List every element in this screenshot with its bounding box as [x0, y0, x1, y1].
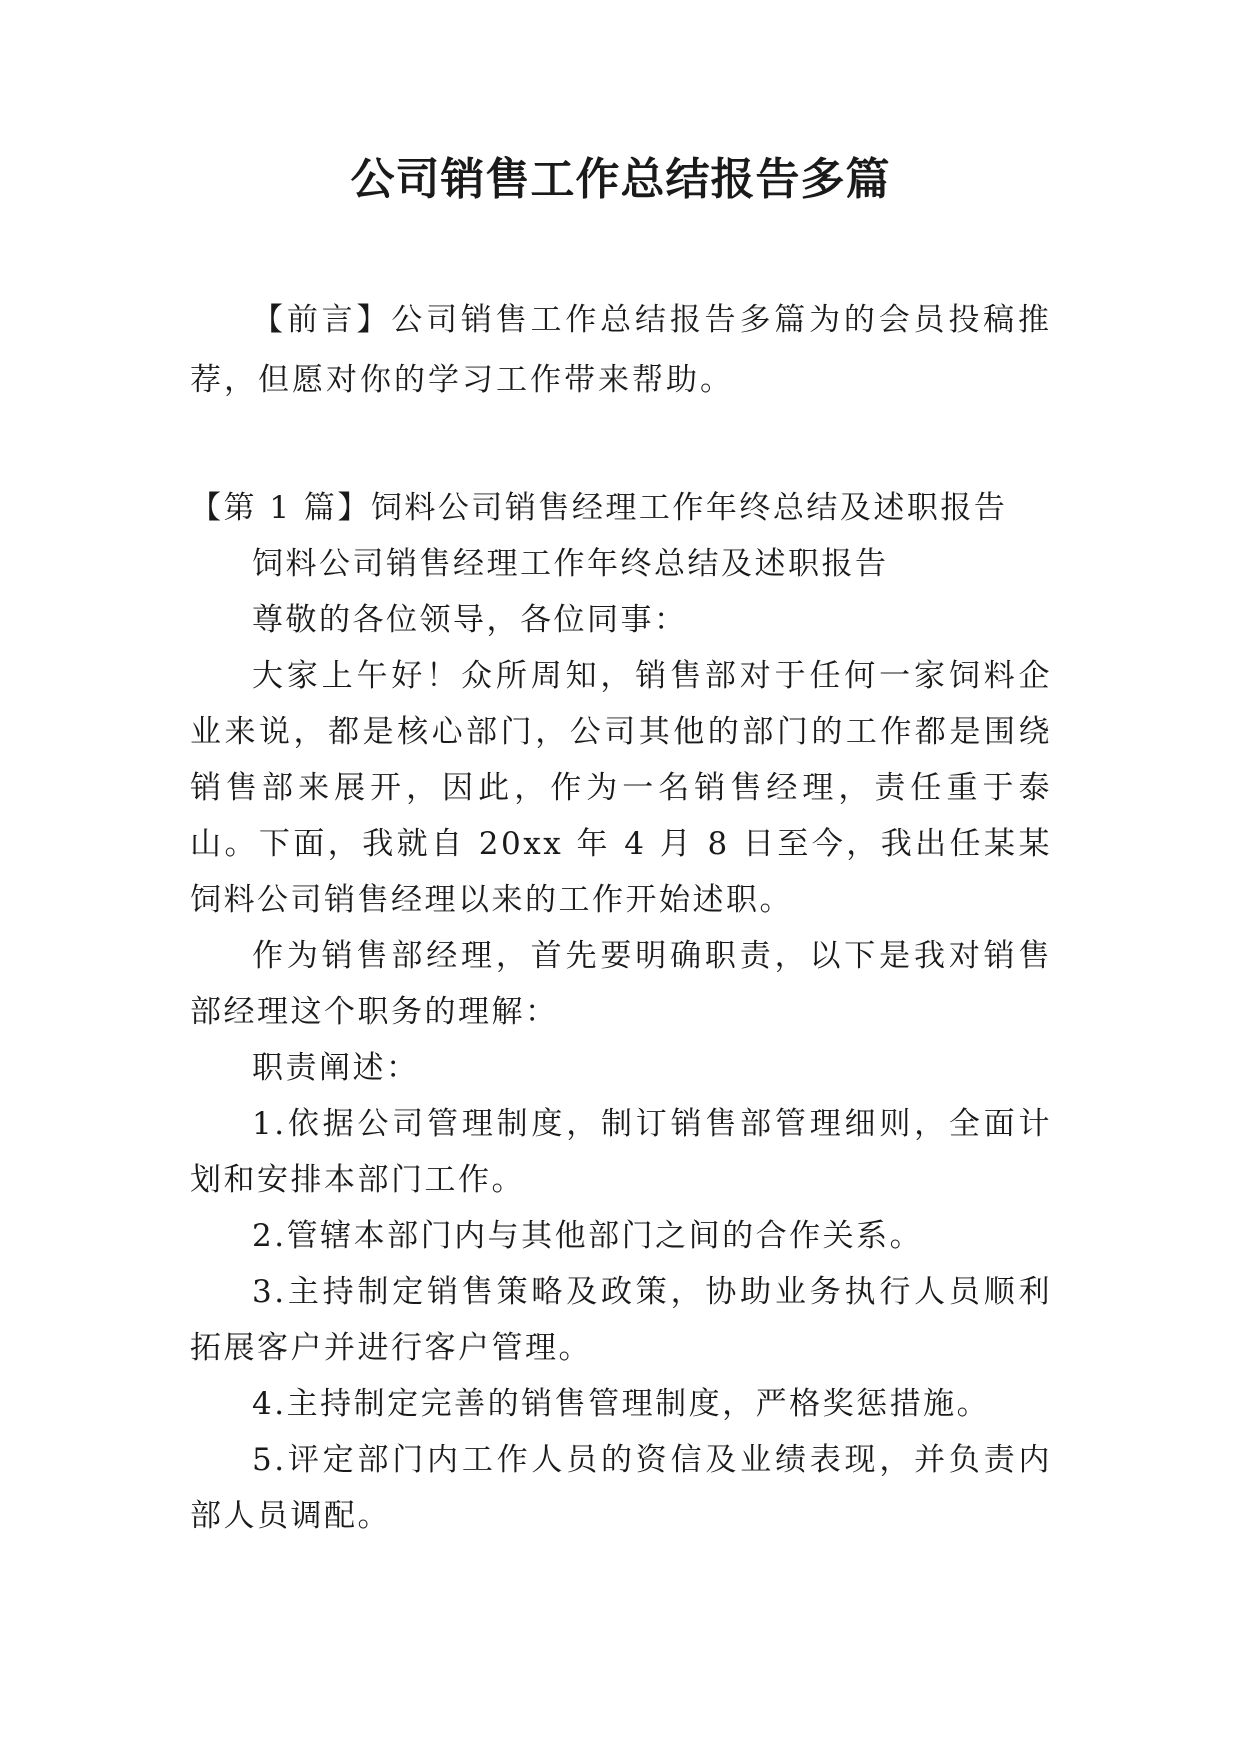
document-title: 公司销售工作总结报告多篇 [350, 154, 891, 205]
duty-item: 5.评定部门内工作人员的资信及业绩表现，并负责内部人员调配。 [190, 1442, 1052, 1534]
section-spacer [190, 410, 1052, 480]
preface-paragraph: 【前言】公司销售工作总结报告多篇为的会员投稿推荐，但愿对你的学习工作带来帮助。 [190, 302, 1052, 398]
salutation: 尊敬的各位领导，各位同事： [252, 602, 688, 638]
duty-item: 2.管辖本部门内与其他部门之间的合作关系。 [252, 1218, 924, 1254]
duty-item: 4.主持制定完善的销售管理制度，严格奖惩措施。 [252, 1386, 991, 1422]
document-body [190, 290, 1052, 1544]
duty-item: 1.依据公司管理制度，制订销售部管理细则，全面计划和安排本部门工作。 [190, 1106, 1052, 1198]
duty-item: 3.主持制定销售策略及政策，协助业务执行人员顺利拓展客户并进行客户管理。 [190, 1274, 1052, 1366]
duties-heading: 职责阐述： [252, 1050, 420, 1086]
report-subtitle: 饲料公司销售经理工作年终总结及述职报告 [252, 546, 889, 582]
section-heading: 【第 1 篇】饲料公司销售经理工作年终总结及述职报告 [190, 490, 1008, 526]
body-paragraph: 大家上午好！众所周知，销售部对于任何一家饲料企业来说，都是核心部门，公司其他的部门的工作都是围绕销售部来展开，因此，作为一名销售经理，责任重于泰山。下面，我就自 20xx 年 4 月 8 日至今，我出任某某饲料公司销售经理以来的工作开始述职。 [190, 658, 1052, 918]
body-paragraph: 作为销售部经理，首先要明确职责，以下是我对销售部经理这个职务的理解： [190, 938, 1052, 1030]
